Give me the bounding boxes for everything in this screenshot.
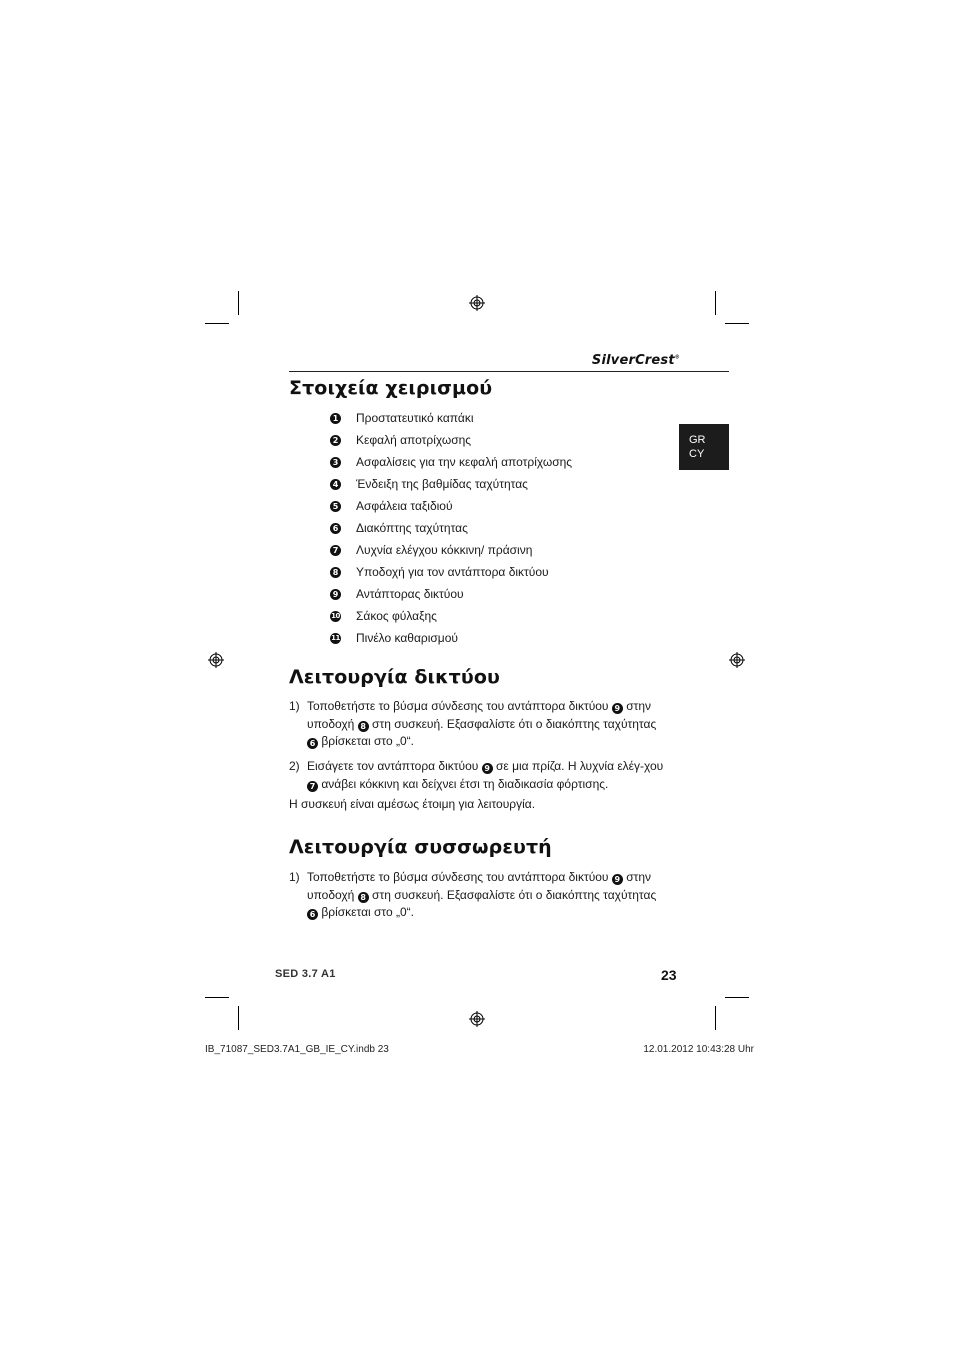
list-item: 4 Ένδειξη της βαθμίδας ταχύτητας	[330, 473, 572, 495]
number-badge: 1	[330, 413, 341, 424]
reference-badge: 9	[612, 874, 623, 885]
registration-mark-icon	[208, 652, 224, 668]
reference-badge: 7	[307, 781, 318, 792]
brand-logo: SilverCrest®	[591, 353, 680, 368]
number-badge: 3	[330, 457, 341, 468]
registration-mark-icon	[469, 295, 485, 311]
reference-badge: 8	[358, 721, 369, 732]
list-item: 7 Λυχνία ελέγχου κόκκινη/ πράσινη	[330, 539, 572, 561]
registration-mark-icon	[729, 652, 745, 668]
print-slug-date: 12.01.2012 10:43:28 Uhr	[643, 1044, 754, 1055]
crop-mark	[715, 1006, 716, 1030]
crop-mark	[715, 291, 716, 315]
controls-list	[330, 407, 572, 649]
print-slug-file: IB_71087_SED3.7A1_GB_IE_CY.indb 23	[205, 1044, 389, 1055]
list-item: 2 Κεφαλή αποτρίχωσης	[330, 429, 572, 451]
number-badge: 8	[330, 567, 341, 578]
crop-mark	[725, 997, 749, 998]
page-number: 23	[661, 967, 677, 983]
list-item: 5 Ασφάλεια ταξιδιού	[330, 495, 572, 517]
list-item: 3 Ασφαλίσεις για την κεφαλή αποτρίχωσης	[330, 451, 572, 473]
number-badge: 9	[330, 589, 341, 600]
body-text: Η συσκευή είναι αμέσως έτοιμη για λειτουργία.	[289, 797, 536, 811]
registration-mark-icon	[469, 1011, 485, 1027]
crop-mark	[725, 323, 749, 324]
reference-badge: 9	[482, 763, 493, 774]
number-badge: 10	[331, 611, 340, 620]
reference-badge: 9	[612, 703, 623, 714]
number-badge: 2	[330, 435, 341, 446]
crop-mark	[238, 1006, 239, 1030]
number-badge: 7	[330, 545, 341, 556]
reference-badge: 6	[307, 738, 318, 749]
lang-code: CY	[689, 448, 705, 460]
list-item: 8 Υποδοχή για τον αντάπτορα δικτύου	[330, 561, 572, 583]
section-title: Στοιχεία χειρισμού	[289, 377, 493, 399]
list-item: 11 Πινέλο καθαρισμού	[331, 631, 458, 645]
crop-mark	[205, 323, 229, 324]
model-number: SED 3.7 A1	[275, 968, 336, 980]
number-badge: 4	[330, 479, 341, 490]
instruction-step: 1) Τοποθετήστε το βύσμα σύνδεσης του αντάπτορα δικτύου 9 στην υποδοχή 8 στη συσκευή. Εξασφαλίστε ότι ο διακόπτης ταχύτητας 6 βρίσκεται στο „0“.	[289, 699, 657, 748]
crop-mark	[205, 997, 229, 998]
lang-code: GR	[689, 434, 706, 446]
language-tab	[679, 424, 729, 470]
number-badge: 11	[331, 633, 340, 642]
reference-badge: 8	[358, 892, 369, 903]
section-title: Λειτουργία δικτύου	[289, 666, 500, 688]
reference-badge: 6	[307, 909, 318, 920]
list-item: 6 Διακόπτης ταχύτητας	[330, 517, 572, 539]
number-badge: 6	[330, 523, 341, 534]
list-item: 10 Σάκος φύλαξης	[331, 609, 437, 623]
list-item: 1 Προστατευτικό καπάκι	[330, 407, 572, 429]
instruction-step: 1) Τοποθετήστε το βύσμα σύνδεσης του αντάπτορα δικτύου 9 στην υποδοχή 8 στη συσκευή. Εξασφαλίστε ότι ο διακόπτης ταχύτητας 6 βρίσκεται στο „0“.	[289, 870, 657, 919]
crop-mark	[238, 291, 239, 315]
list-item: 9 Αντάπτορας δικτύου	[330, 583, 572, 605]
header-rule	[289, 371, 729, 372]
instruction-step: 2) Εισάγετε τον αντάπτορα δικτύου 9 σε μια πρίζα. Η λυχνία ελέγ-χου 7 ανάβει κόκκινη και δείχνει έτσι τη διαδικασία φόρτισης.	[289, 759, 664, 791]
number-badge: 5	[330, 501, 341, 512]
section-title: Λειτουργία συσσωρευτή	[289, 836, 552, 858]
